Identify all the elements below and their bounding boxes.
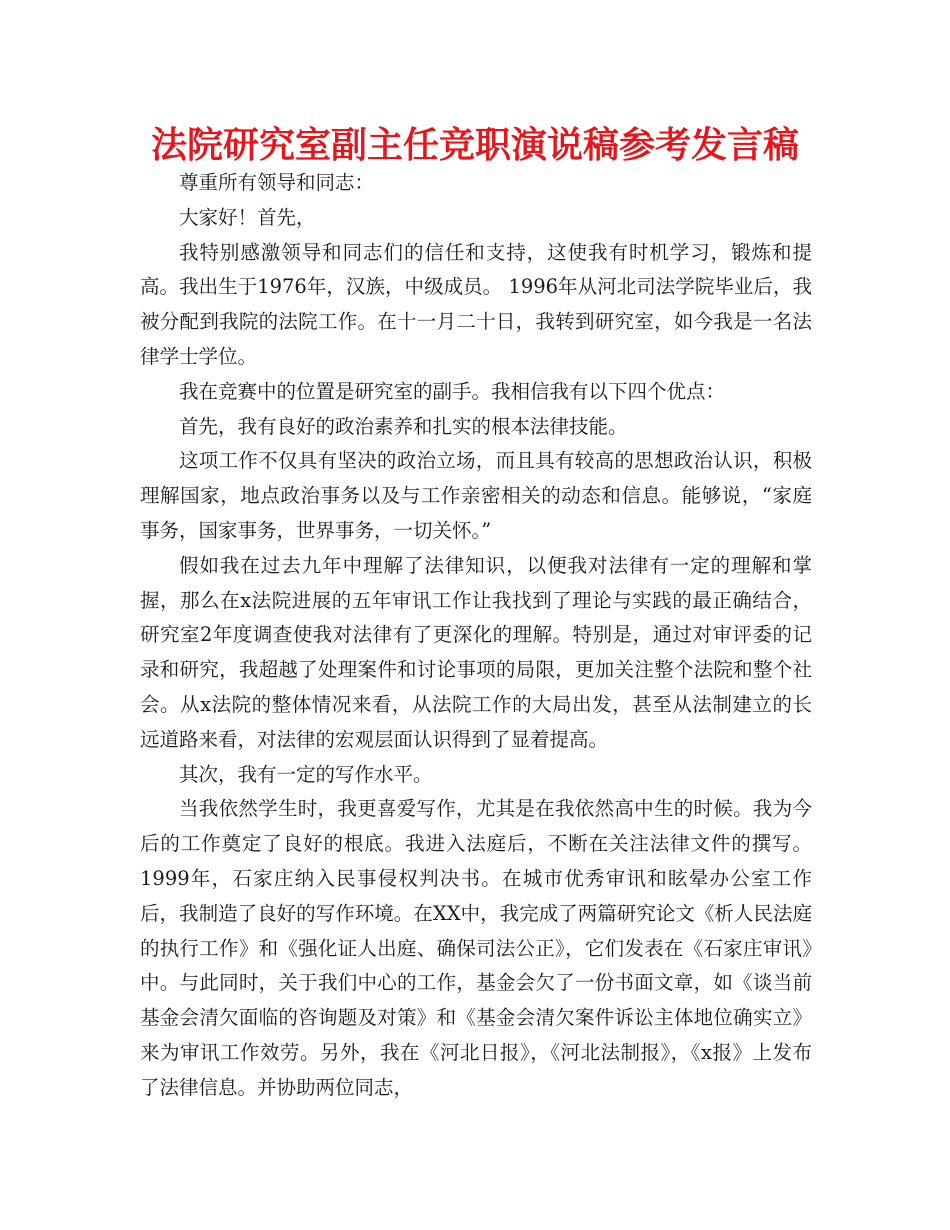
document-title: 法院研究室副主任竞职演说稿参考发言稿 bbox=[150, 124, 799, 166]
paragraph: 我在竞赛中的位置是研究室的副手。我相信我有以下四个优点： bbox=[179, 379, 726, 403]
paragraph: 我特别感激领导和同志们的信任和支持，这使我有时机学习，锻炼和提高。我出生于1976年，汉族，中级成员。 1996年从河北司法学院毕业后，我被分配到我院的法院工作。在十一月二十日，我转到研究室，如今我是一名法律学士学位。 bbox=[140, 240, 812, 368]
paragraph: 首先，我有良好的政治素养和扎实的根本法律技能。 bbox=[179, 414, 628, 438]
paragraph: 这项工作不仅具有坚决的政治立场，而且具有较高的思想政治认识，积极理解国家，地点政治事务以及与工作亲密相关的动态和信息。能够说，“家庭事务，国家事务，世界事务，一切关怀。” bbox=[140, 449, 812, 542]
paragraph: 大家好！首先， bbox=[179, 205, 316, 229]
document-body bbox=[140, 166, 812, 1106]
paragraph: 假如我在过去九年中理解了法律知识，以便我对法律有一定的理解和掌握，那么在x法院进展的五年审讯工作让我找到了理论与实践的最正确结合，研究室2年度调查使我对法律有了更深化的理解。特别是，通过对审评委的记录和研究，我超越了处理案件和讨论事项的局限，更加关注整个法院和整个社会。从x法院的整体情况来看，从法院工作的大局出发，甚至从法制建立的长远道路来看，对法律的宏观层面认识得到了显着提高。 bbox=[140, 553, 812, 751]
paragraph: 尊重所有领导和同志： bbox=[179, 171, 375, 194]
paragraph: 当我依然学生时，我更喜爱写作，尤其是在我依然高中生的时候。我为今后的工作奠定了良好的根底。我进入法庭后，不断在关注法律文件的撰写。 1999年，石家庄纳入民事侵权判决书。在城市优秀审讯和眩晕办公室工作后，我制造了良好的写作环境。在XX中，我完成了两篇研究论文《析人民法庭的执行工作》和《强化证人出庭、确保司法公正》，它们发表在《石家庄审讯》中。与此同时，关于我们中心的工作，基金会欠了一份书面文章，如《谈当前基金会清欠面临的咨询题及对策》和《基金会清欠案件诉讼主体地位确实立》来为审讯工作效劳。另外，我在《河北日报》，《河北法制报》，《x报》上发布了法律信息。并协助两位同志， bbox=[140, 797, 812, 1099]
paragraph: 其次，我有一定的写作水平。 bbox=[179, 762, 433, 786]
